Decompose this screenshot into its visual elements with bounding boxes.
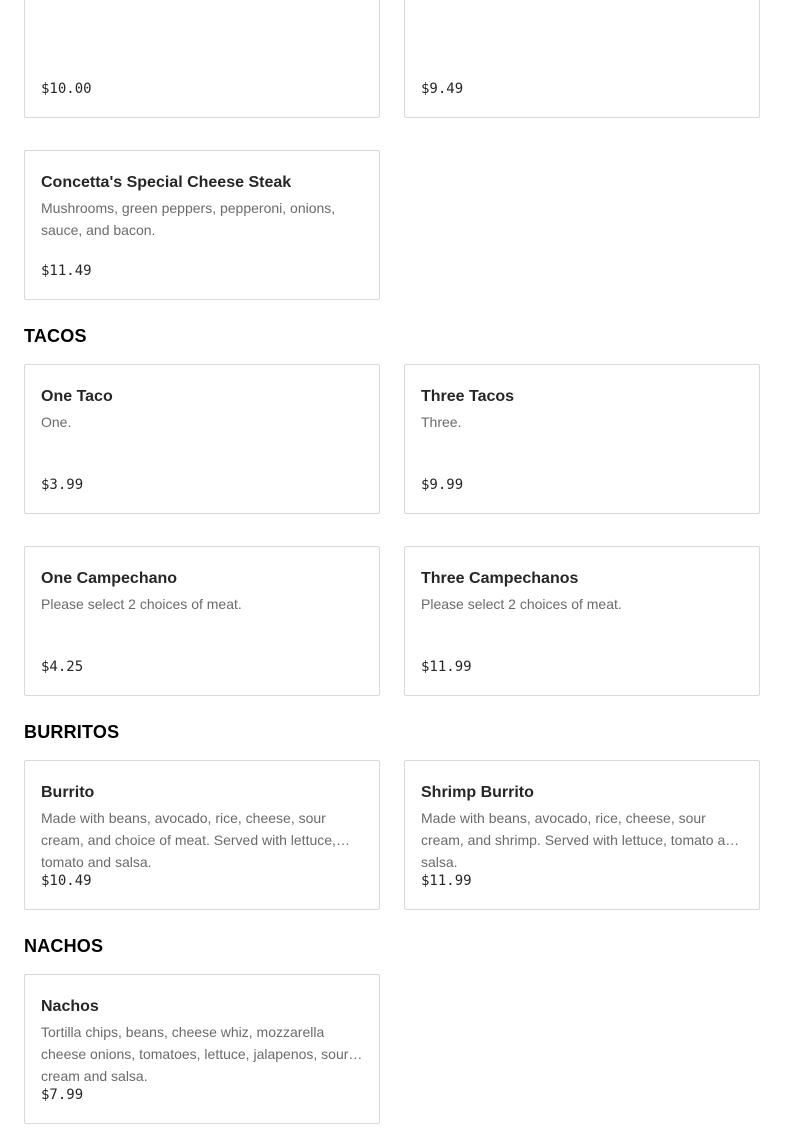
menu-item-card[interactable] bbox=[24, 760, 380, 910]
menu-item-price: $3.99 bbox=[41, 477, 84, 493]
menu-item-name: Three Tacos bbox=[421, 388, 515, 405]
menu-item-card[interactable] bbox=[24, 546, 380, 696]
menu-item-card[interactable] bbox=[404, 0, 760, 118]
menu-item-description: Mushrooms, green peppers, pepperoni, onions, sauce, and bacon. bbox=[41, 200, 336, 238]
menu-item-description: Tortilla chips, beans, cheese whiz, mozzarella cheese onions, tomatoes, lettuce, jalapenos, sour cream and salsa. bbox=[41, 1024, 349, 1084]
menu-item-name: Shrimp Burrito bbox=[421, 784, 534, 801]
menu-section-cheese-steaks bbox=[24, 0, 761, 300]
menu-item-description: Made with beans, avocado, rice, cheese, sour cream, and choice of meat. Served with lettuce, tomato and salsa. bbox=[41, 810, 336, 870]
menu-item-description: Made with beans, avocado, rice, cheese, sour cream, and shrimp. Served with lettuce, tomato and salsa. bbox=[421, 810, 741, 870]
section-title-burritos: BURRITOS bbox=[24, 722, 120, 742]
menu-section-burritos bbox=[24, 760, 761, 910]
menu-item-price: $11.99 bbox=[421, 659, 472, 675]
menu-item-price: $10.49 bbox=[41, 873, 92, 889]
section-title-tacos: TACOS bbox=[24, 326, 87, 346]
menu-item-price: $9.49 bbox=[421, 81, 464, 97]
menu-item-card[interactable] bbox=[24, 150, 380, 300]
menu-list bbox=[24, 0, 761, 1144]
menu-item-price: $11.99 bbox=[421, 873, 472, 889]
menu-item-name: Burrito bbox=[41, 784, 95, 801]
menu-item-price: $9.99 bbox=[421, 477, 464, 493]
menu-item-card[interactable] bbox=[404, 760, 760, 910]
menu-item-description: Please select 2 choices of meat. bbox=[421, 596, 622, 612]
menu-item-name: One Taco bbox=[41, 388, 113, 405]
menu-item-name: Nachos bbox=[41, 998, 99, 1015]
menu-item-description: Please select 2 choices of meat. bbox=[41, 596, 242, 612]
menu-section-tacos bbox=[24, 364, 761, 696]
menu-item-card[interactable] bbox=[24, 364, 380, 514]
menu-item-description: Three. bbox=[421, 414, 462, 430]
menu-item-name: Three Campechanos bbox=[421, 570, 579, 587]
menu-item-card[interactable] bbox=[404, 546, 760, 696]
menu-item-card[interactable] bbox=[24, 974, 380, 1124]
section-title-nachos: NACHOS bbox=[24, 936, 104, 956]
menu-item-price: $4.25 bbox=[41, 659, 84, 675]
menu-item-name: One Campechano bbox=[41, 570, 178, 587]
menu-section-nachos bbox=[24, 974, 761, 1124]
menu-item-description: One. bbox=[41, 414, 72, 430]
menu-item-card[interactable] bbox=[404, 364, 760, 514]
menu-item-name: Concetta's Special Cheese Steak bbox=[41, 174, 292, 191]
menu-item-price: $7.99 bbox=[41, 1087, 84, 1103]
menu-item-price: $11.49 bbox=[41, 263, 92, 279]
menu-item-price: $10.00 bbox=[41, 81, 92, 97]
menu-item-card[interactable] bbox=[24, 0, 380, 118]
